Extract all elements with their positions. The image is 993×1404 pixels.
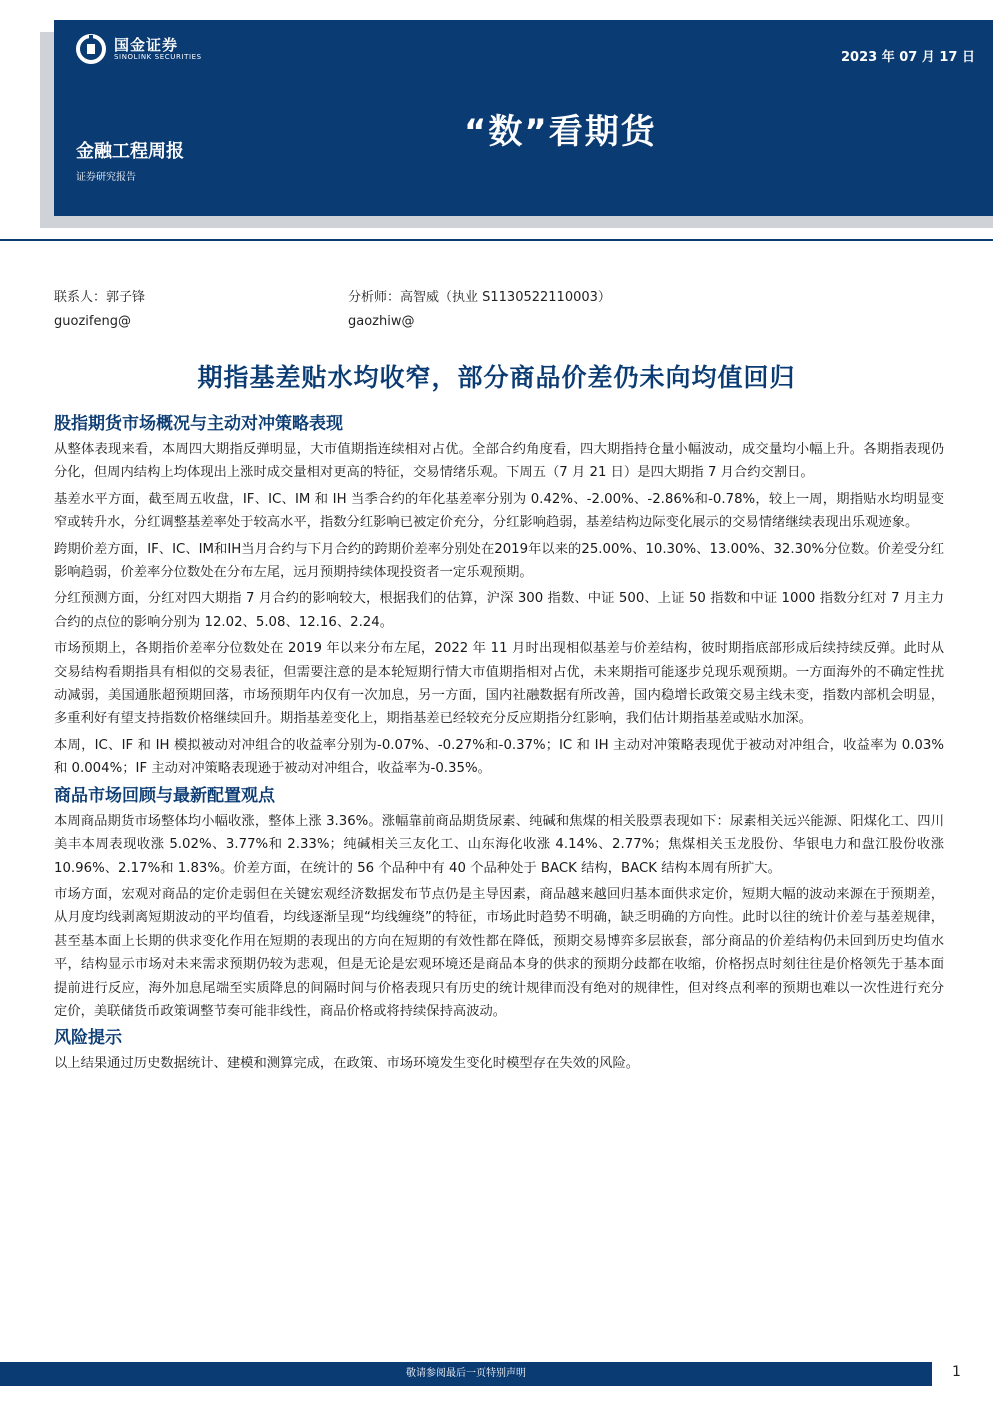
section-title-futures: 股指期货市场概况与主动对冲策略表现 <box>54 414 343 434</box>
paragraph: 市场预期上，各期指价差率分位数处在 2019 年以来分布左尾，2022 年 11 月时出现相似基差与价差结构，彼时期指底部形成后续持续反弹。此时从交易结构看期指具有相似的交易表征，但需要注意的是本轮短期行情大市值期指相对占优，未来期指可能逐步兑现乐观预期。一方面海外的不确定性扰动减弱，美国通胀超预期回落，市场预期年内仅有一次加息，另一方面，国内社融数据有所改善，国内稳增长政策交易主线未变，指数内部机会明显，多重利好有望支持指数价格继续回升。期指基差变化上，期指基差已经较充分反应期指分红影响，我们估计期指基差或贴水加深。 <box>54 641 944 727</box>
logo-text-en: SINOLINK SECURITIES <box>114 52 202 61</box>
header-banner <box>54 20 993 216</box>
paragraph: 分红预测方面，分红对四大期指 7 月合约的影响较大，根据我们的估算，沪深 300 指数、中证 500、上证 50 指数和中证 1000 指数分红对 7 月主力合约的点位的影响分别为 12.02、5.08、12.16、2.24。 <box>54 591 944 630</box>
paragraph: 市场方面，宏观对商品的定价走弱但在关键宏观经济数据发布节点仍是主导因素，商品越来越回归基本面供求定价，短期大幅的波动来源在于预期差，从月度均线剥离短期波动的平均值看，均线逐渐呈现“均线缠绕”的特征，市场此时趋势不明确，缺乏明确的方向性。此时以往的统计价差与基差规律，甚至基本面上长期的供求变化作用在短期的表现出的方向在短期的有效性都在降低，预期交易博弈多层嵌套，部分商品的价差结构仍未回到历史均值水平，结构显示市场对未来需求预期仍较为悲观，但是无论是宏观环境还是商品本身的供求的预期分歧都在收缩，价格拐点时刻往往是价格领先于基本面提前进行反应，海外加息尾端至实质降息的间隔时间与价格表现只有历史的统计规律而没有绝对的规律性，但对终点利率的预期也难以一次性进行充分定价，美联储货币政策调整节奏可能非线性，商品价格或将持续保持高波动。 <box>54 886 944 1019</box>
paragraph: 本周，IC、IF 和 IH 模拟被动对冲组合的收益率分别为-0.07%、-0.27%和-0.37%；IC 和 IH 主动对冲策略表现优于被动对冲组合，收益率为 0.03%和 0.004%；IF 主动对冲策略表现逊于被动对冲组合，收益率为-0.35%。 <box>54 737 944 777</box>
page-number: 1 <box>952 1364 961 1380</box>
headline: 期指基差贴水均收窄，部分商品价差仍未向均值回归 <box>197 363 796 392</box>
footer-disclaimer: 敬请参阅最后一页特别声明 <box>0 1362 932 1386</box>
header-divider <box>0 239 993 241</box>
sinolink-logo-icon <box>76 34 106 64</box>
report-subtitle: 证券研究报告 <box>76 172 136 183</box>
contact-person: 联系人：郭子锋 <box>54 290 146 305</box>
report-date: 2023 年 07 月 17 日 <box>841 50 975 65</box>
paragraph: 基差水平方面，截至周五收盘，IF、IC、IM 和 IH 当季合约的年化基差率分别为 0.42%、-2.00%、-2.86%和-0.78%，较上一周，期指贴水均明显变窄或转升水，分红调整基差率处于较高水平，指数分红影响已被定价充分，分红影响趋弱，基差结构边际变化展示的交易情绪继续表现出乐观迹象。 <box>54 491 944 531</box>
analyst-info: 分析师：高智威（执业 S1130522110003） <box>348 290 611 305</box>
paragraph: 本周商品期货市场整体均小幅收涨，整体上涨 3.36%。涨幅靠前商品期货尿素、纯碱和焦煤的相关股票表现如下：尿素相关远兴能源、阳煤化工、四川美丰本周表现收涨 5.02%、3.77%和 2.33%；纯碱相关三友化工、山东海化收涨 4.14%、2.77%；焦煤相关玉龙股份、华银电力和盘江股份收涨 10.96%、2.17%和 1.83%。价差方面，在统计的 56 个品种中有 40 个品种处于 BACK 结构，BACK 结构本周有所扩大。 <box>54 813 944 876</box>
section-title-commodity: 商品市场回顾与最新配置观点 <box>54 785 275 806</box>
analyst-email[interactable]: gaozhiw@ <box>348 314 415 329</box>
company-logo <box>76 34 202 64</box>
paragraph: 从整体表现来看，本周四大期指反弹明显，大市值期指连续相对占优。全部合约角度看，四大期指持仓量小幅波动，成交量均小幅上升。各期指表现仍分化，但周内结构上均体现出上涨时成交量相对更高的特征，交易情绪乐观。下周五（7 月 21 日）是四大期指 7 月合约交割日。 <box>54 442 944 481</box>
section-title-risk: 风险提示 <box>54 1028 122 1049</box>
logo-text-cn: 国金证券 <box>114 35 179 54</box>
report-type: 金融工程周报 <box>76 141 184 162</box>
report-body <box>54 412 944 1079</box>
paragraph: 以上结果通过历史数据统计、建模和测算完成，在政策、市场环境发生变化时模型存在失效的风险。 <box>54 1056 640 1072</box>
paragraph: 跨期价差方面，IF、IC、IM和IH当月合约与下月合约的跨期价差率分别处在2019年以来的25.00%、10.30%、13.00%、32.30%分位数。价差受分红影响趋弱，价差率分位数处在分布左尾，远月预期持续体现投资者一定乐观预期。 <box>54 541 944 581</box>
report-title: “数”看期货 <box>464 112 657 152</box>
contact-email[interactable]: guozifeng@ <box>54 314 131 329</box>
